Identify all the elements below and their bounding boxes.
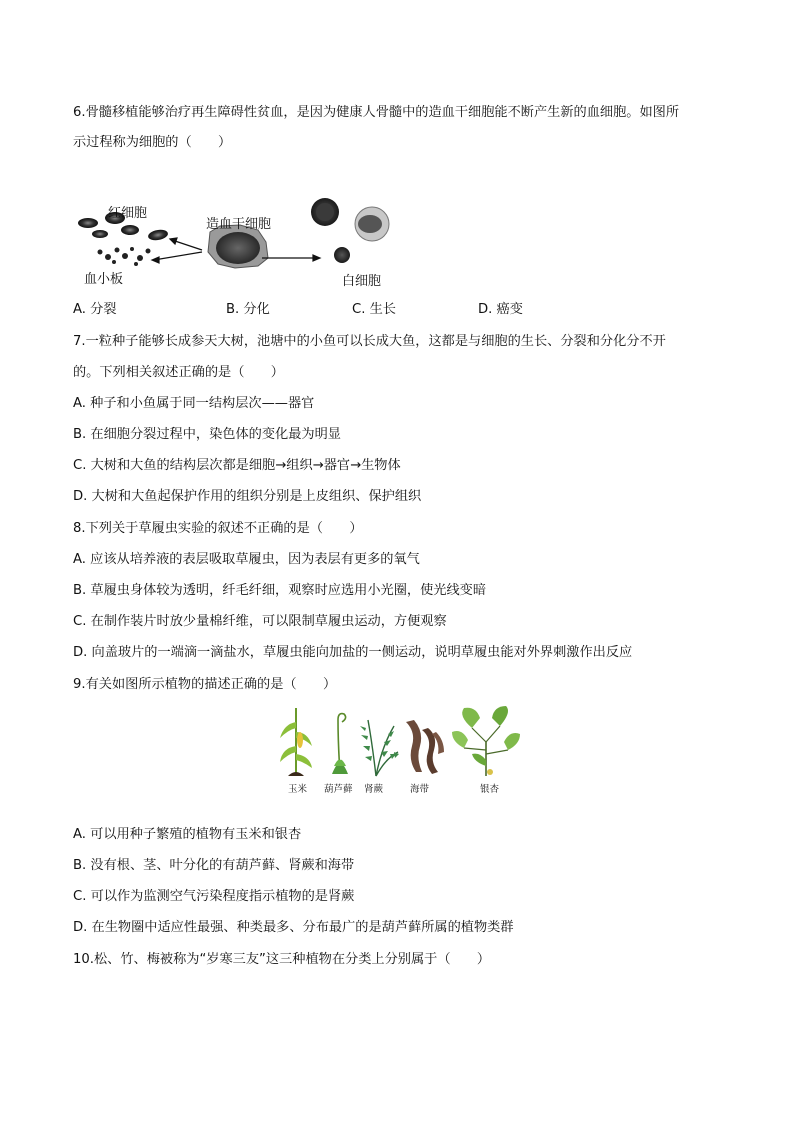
plant-label-moss: 葫芦藓: [324, 784, 353, 795]
q8-option-c[interactable]: C. 在制作装片时放少量棉纤维，可以限制草履虫运动，方便观察: [73, 614, 447, 629]
white-cell-label: 白细胞: [342, 274, 382, 289]
q6-option-a[interactable]: A. 分裂: [73, 302, 117, 317]
plant-label-corn: 玉米: [288, 784, 308, 795]
ginkgo-icon: [452, 706, 520, 776]
q9-option-d[interactable]: D. 在生物圈中适应性最强、种类最多、分布最广的是葫芦藓所属的植物类群: [73, 920, 514, 935]
q7-option-d[interactable]: D. 大树和大鱼起保护作用的组织分别是上皮组织、保护组织: [73, 489, 422, 504]
q6-stem-line2: 示过程称为细胞的（ ）: [73, 135, 232, 150]
q7-stem-line1: 7.一粒种子能够长成参天大树，池塘中的小鱼可以长成大鱼，这都是与细胞的生长、分裂和分化分不开: [73, 334, 666, 349]
q9-stem: 9.有关如图所示植物的描述正确的是（ ）: [73, 677, 337, 692]
white-blood-cells-icon: [311, 198, 389, 263]
q6-option-d[interactable]: D. 癌变: [478, 302, 523, 317]
blood-cell-diagram: [70, 190, 410, 290]
plants-figure: [276, 702, 524, 800]
q8-option-a[interactable]: A. 应该从培养液的表层吸取草履虫，因为表层有更多的氧气: [73, 552, 420, 567]
q6-stem-line1: 6.骨髓移植能够治疗再生障碍性贫血，是因为健康人骨髓中的造血干细胞能不断产生新的血细胞。如图所: [73, 105, 680, 120]
arrows-to-rbc-platelet: [152, 238, 202, 263]
plant-label-fern: 肾蕨: [364, 784, 384, 795]
kelp-icon: [406, 720, 444, 774]
q7-option-b[interactable]: B. 在细胞分裂过程中，染色体的变化最为明显: [73, 427, 341, 442]
stem-cell-label: 造血干细胞: [206, 217, 272, 232]
red-cell-label: 红细胞: [108, 206, 148, 221]
q8-option-d[interactable]: D. 向盖玻片的一端滴一滴盐水，草履虫能向加盐的一侧运动，说明草履虫能对外界刺激作出反应: [73, 645, 633, 660]
platelet-label: 血小板: [84, 272, 124, 287]
plant-label-ginkgo: 银杏: [480, 784, 500, 795]
arrow-to-wbc: [262, 255, 320, 261]
q9-option-c[interactable]: C. 可以作为监测空气污染程度指示植物的是肾蕨: [73, 889, 355, 904]
plant-label-kelp: 海带: [410, 784, 430, 795]
q8-option-b[interactable]: B. 草履虫身体较为透明，纤毛纤细，观察时应选用小光圈，使光线变暗: [73, 583, 487, 598]
q10-stem: 10.松、竹、梅被称为“岁寒三友”这三种植物在分类上分别属于（ ）: [73, 952, 491, 967]
q6-option-c[interactable]: C. 生长: [352, 302, 396, 317]
moss-icon: [332, 714, 348, 774]
q7-stem-line2: 的。下列相关叙述正确的是（ ）: [73, 365, 284, 380]
q8-stem: 8.下列关于草履虫实验的叙述不正确的是（ ）: [73, 521, 363, 536]
q9-option-b[interactable]: B. 没有根、茎、叶分化的有葫芦藓、肾蕨和海带: [73, 858, 355, 873]
q7-option-c[interactable]: C. 大树和大鱼的结构层次都是细胞→组织→器官→生物体: [73, 458, 401, 473]
fern-icon: [360, 720, 399, 776]
q6-option-b[interactable]: B. 分化: [226, 302, 270, 317]
q7-option-a[interactable]: A. 种子和小鱼属于同一结构层次——器官: [73, 396, 315, 411]
q9-option-a[interactable]: A. 可以用种子繁殖的植物有玉米和银杏: [73, 827, 302, 842]
corn-icon: [280, 708, 312, 776]
platelets-icon: [98, 247, 151, 266]
